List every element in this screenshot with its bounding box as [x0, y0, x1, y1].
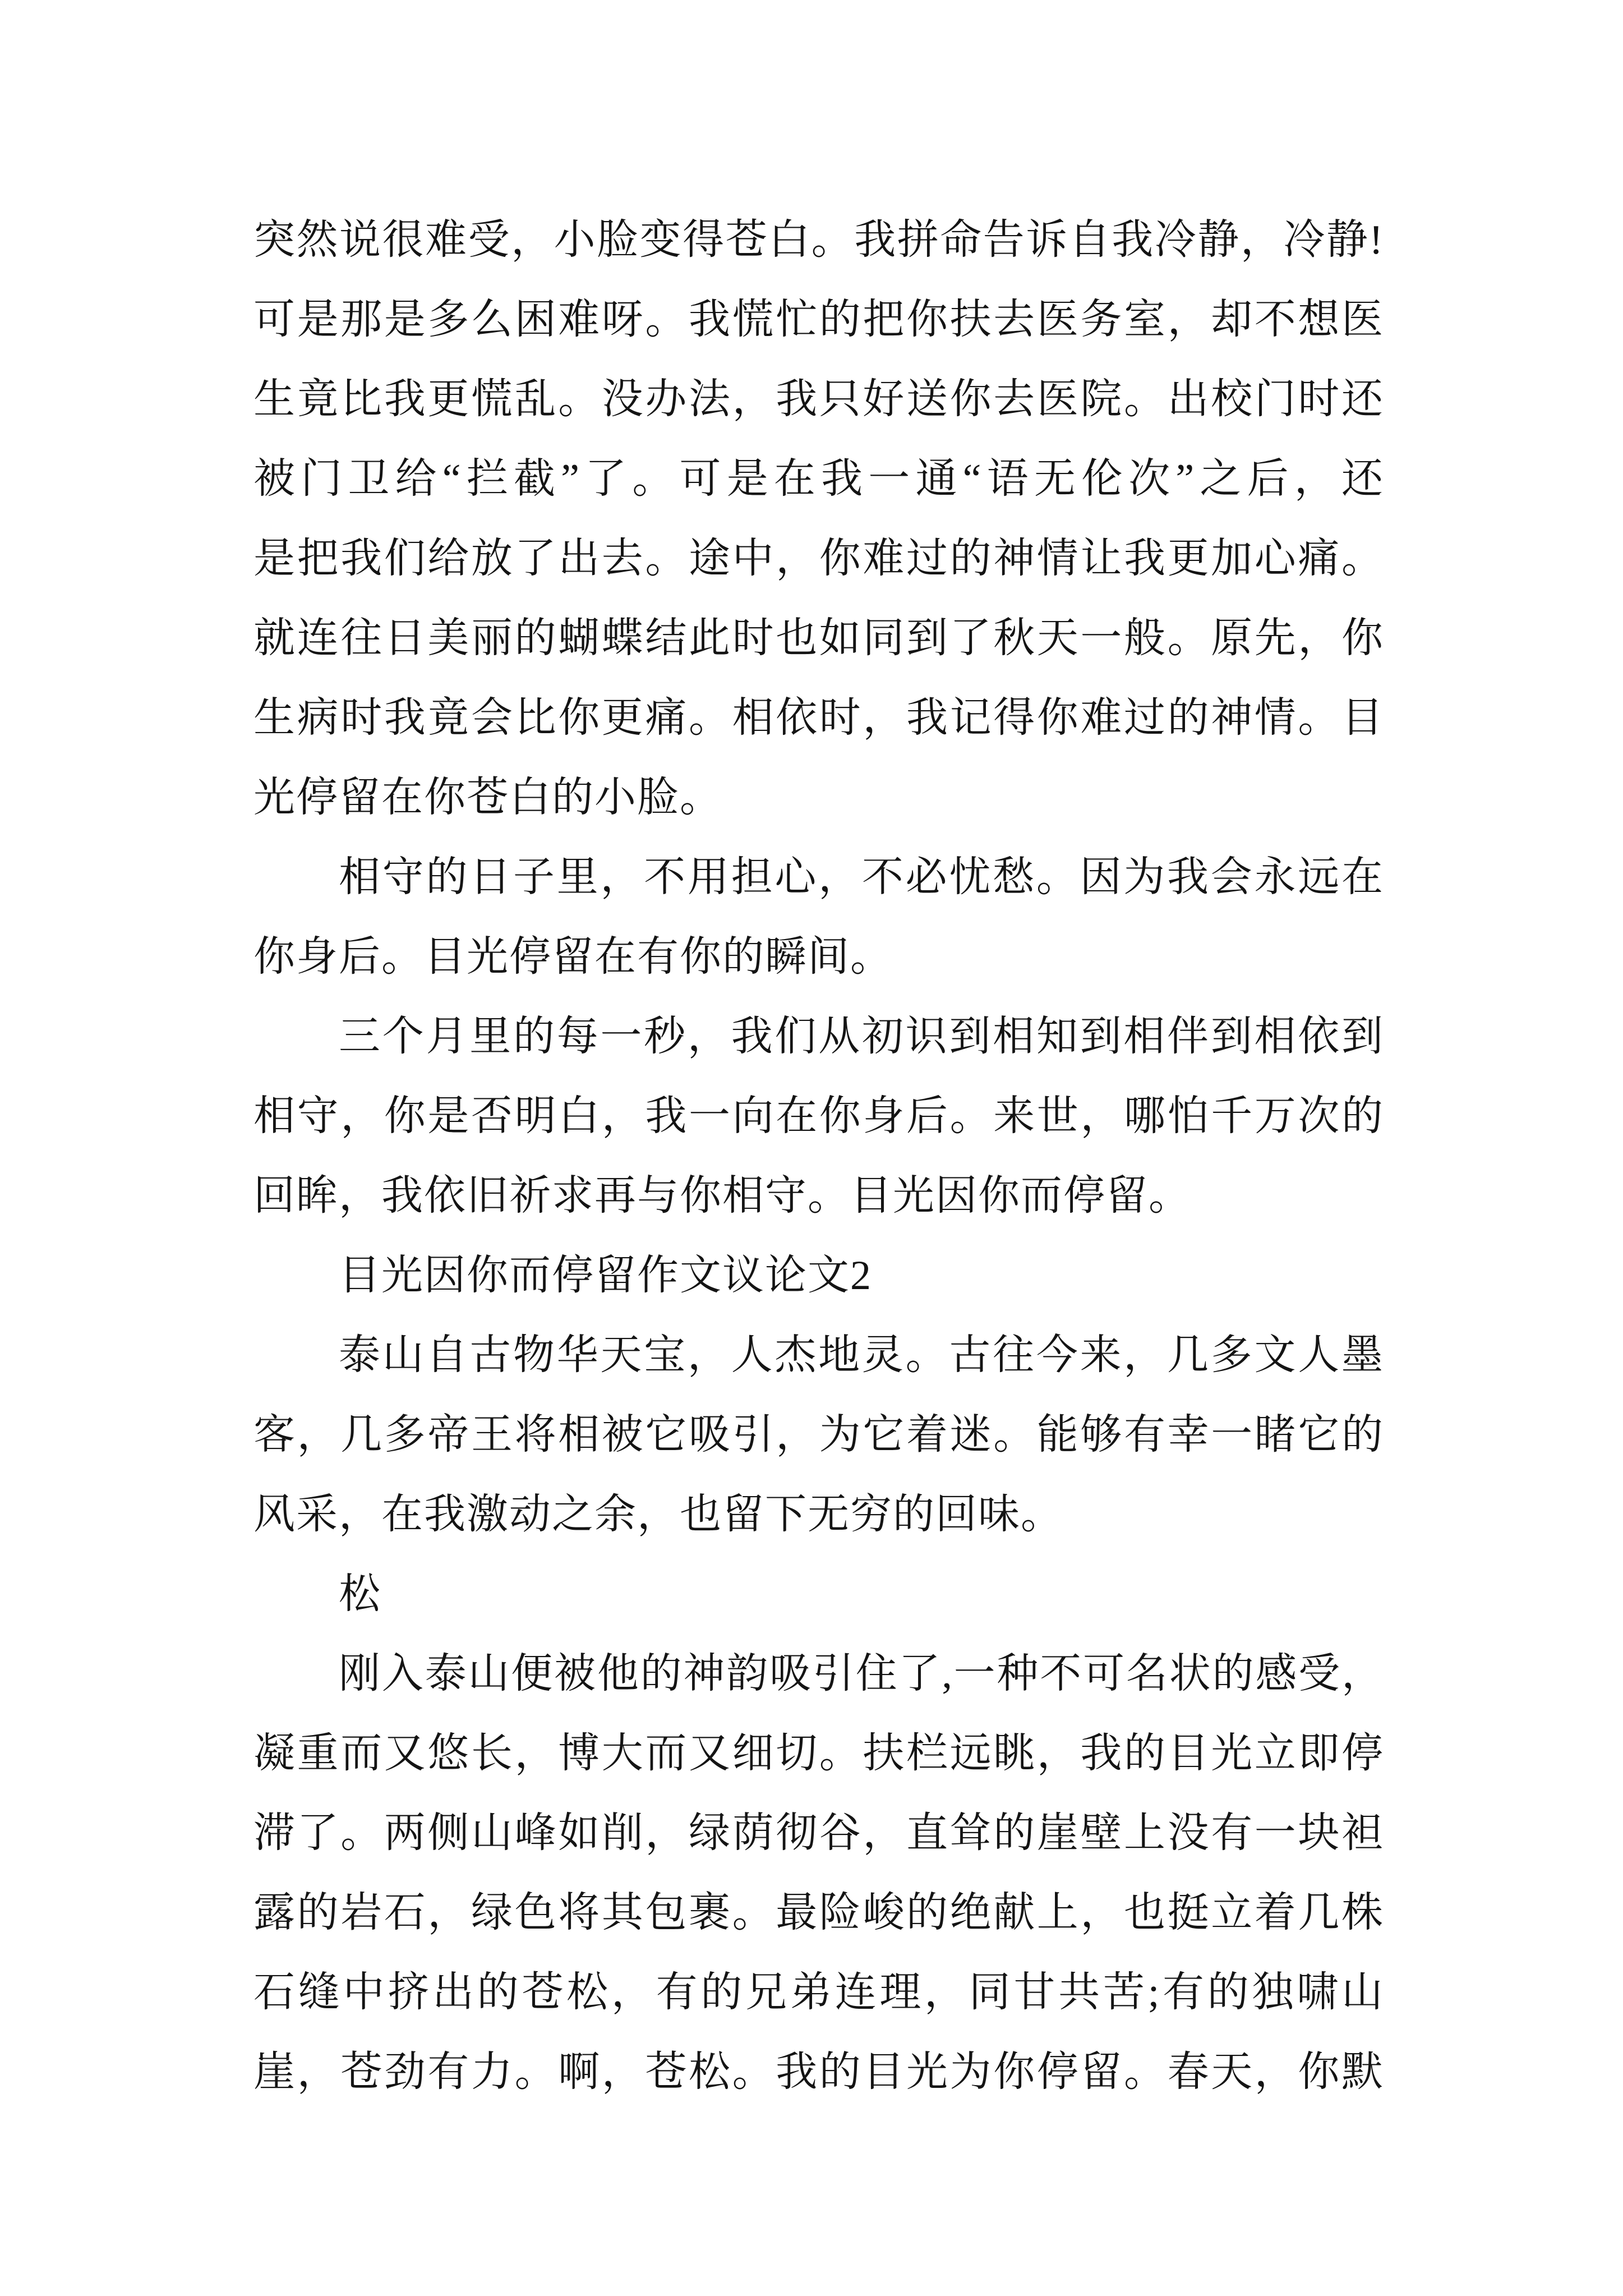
paragraph: [253, 1634, 1384, 2112]
subheading-text: 松: [339, 1571, 381, 1617]
text-line: 崖，苍劲有力。啊，苍松。我的目光为你停留。春天，你默: [253, 2049, 1384, 2095]
text-line: 露的岩石，绿色将其包裹。最险峻的绝献上，也挺立着几株: [253, 1890, 1384, 1936]
text-line: 光停留在你苍白的小脸。: [253, 775, 722, 821]
text-line: 生病时我竟会比你更痛。相依时，我记得你难过的神情。目: [253, 695, 1384, 741]
section-heading: [253, 1236, 1384, 1315]
text-line: 你身后。目光停留在有你的瞬间。: [253, 934, 893, 980]
text-line: 刚入泰山便被他的神韵吸引住了,一种不可名状的感受，: [339, 1651, 1384, 1697]
text-line: 泰山自古物华天宝，人杰地灵。古往今来，几多文人墨: [339, 1332, 1384, 1378]
text-line: 相守，你是否明白，我一向在你身后。来世，哪怕千万次的: [253, 1093, 1384, 1139]
paragraph: [253, 997, 1384, 1236]
subheading: [253, 1554, 1384, 1634]
document-body: [253, 200, 1384, 2112]
text-line: 三个月里的每一秒，我们从初识到相知到相伴到相依到: [339, 1014, 1384, 1060]
text-line: 滞了。两侧山峰如削，绿荫彻谷，直耸的崖壁上没有一块袒: [253, 1810, 1384, 1856]
text-line: 石缝中挤出的苍松，有的兄弟连理，同甘共苦;有的独啸山: [253, 1970, 1384, 2016]
text-line: 相守的日子里，不用担心，不必忧愁。因为我会永远在: [339, 854, 1384, 900]
text-line: 被门卫给“拦截”了。可是在我一通“语无伦次”之后，还: [253, 456, 1384, 502]
text-line: 凝重而又悠长，博大而又细切。扶栏远眺，我的目光立即停: [253, 1731, 1384, 1777]
section-heading-text: 目光因你而停留作文议论文2: [339, 1253, 872, 1299]
text-line: 突然说很难受，小脸变得苍白。我拼命告诉自我冷静，冷静!: [253, 217, 1384, 263]
text-line: 客，几多帝王将相被它吸引，为它着迷。能够有幸一睹它的: [253, 1412, 1384, 1458]
text-line: 回眸，我依旧祈求再与你相守。目光因你而停留。: [253, 1173, 1191, 1219]
text-line: 就连往日美丽的蝴蝶结此时也如同到了秋天一般。原先，你: [253, 615, 1384, 661]
text-line: 生竟比我更慌乱。没办法，我只好送你去医院。出校门时还: [253, 376, 1384, 422]
paragraph: [253, 1315, 1384, 1554]
text-line: 风采，在我激动之余，也留下无穷的回味。: [253, 1492, 1063, 1538]
text-line: 是把我们给放了出去。途中，你难过的神情让我更加心痛。: [253, 536, 1384, 582]
paragraph: [253, 838, 1384, 997]
paragraph: [253, 200, 1384, 838]
text-line: 可是那是多么困难呀。我慌忙的把你扶去医务室，却不想医: [253, 297, 1384, 343]
